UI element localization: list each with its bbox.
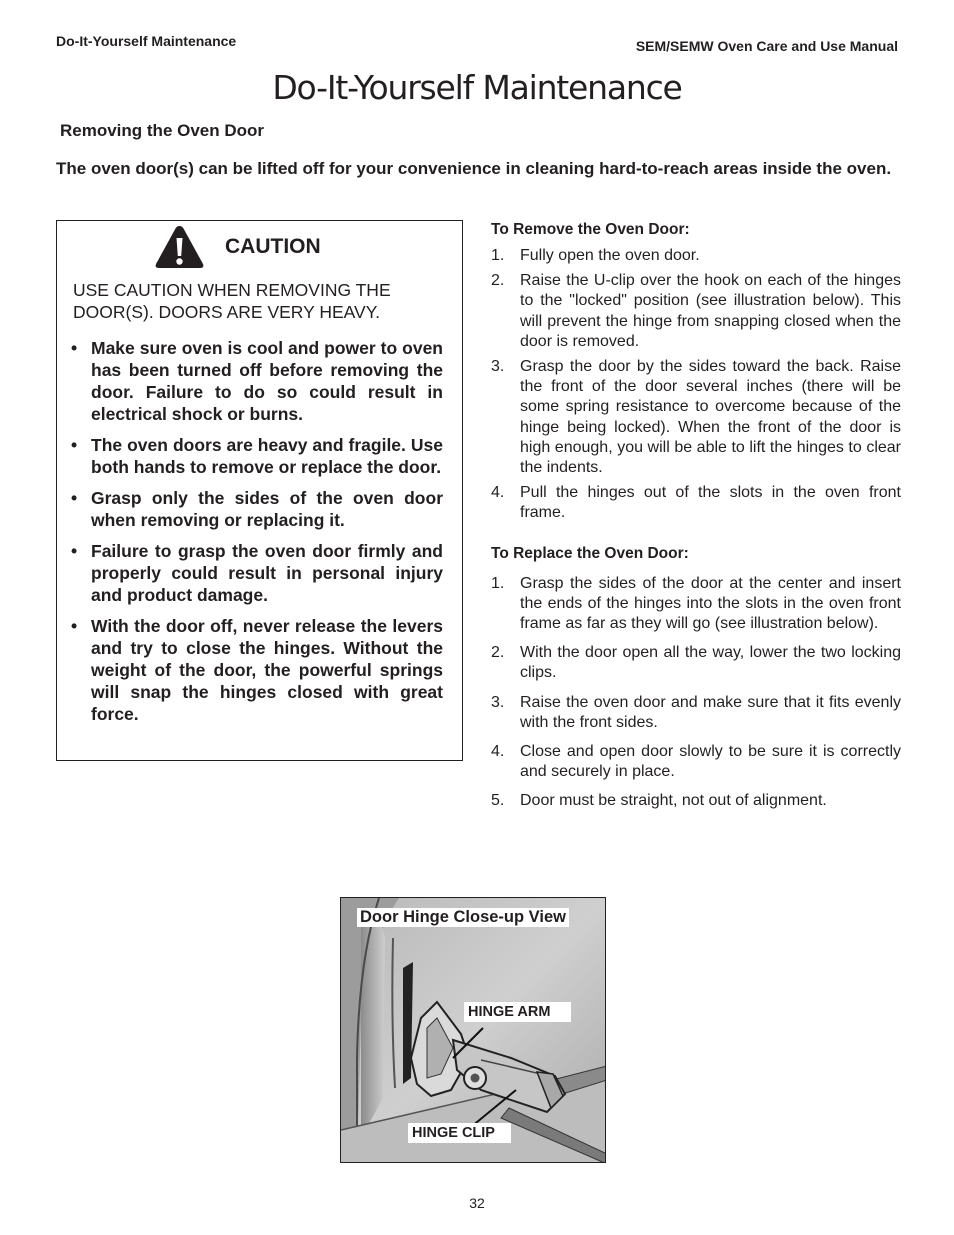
remove-steps xyxy=(491,246,901,524)
intro-paragraph: The oven door(s) can be lifted off for your convenience in cleaning hard-to-reach areas inside the oven. xyxy=(56,159,892,178)
caution-bullet: • With the door off, never release the levers and try to close the hinges. Without the weight of the door, the powerful springs will snap the hinges closed with great force. xyxy=(71,616,443,724)
caution-bullet: • Make sure oven is cool and power to oven has been turned off before removing the door. Failure to do so could result in electrical shock or burns. xyxy=(71,338,443,424)
remove-step: 3. Grasp the door by the sides toward the back. Raise the front of the door several inches (there will be some spring resistance to overcome because of the hinge being locked). When the front of the door is high enough, you will be able to lift the hinges to clear the indents. xyxy=(491,358,901,477)
remove-step: 4. Pull the hinges out of the slots in the oven front frame. xyxy=(491,484,901,522)
warning-triangle-icon xyxy=(154,224,205,270)
section-title: Removing the Oven Door xyxy=(60,121,265,140)
figure-title: Door Hinge Close-up View xyxy=(357,908,569,927)
replace-step: 2. With the door open all the way, lower the two locking clips. xyxy=(491,644,901,682)
replace-step: 3. Raise the oven door and make sure that it fits evenly with the front sides. xyxy=(491,693,901,731)
page-number: 32 xyxy=(469,1195,485,1211)
caution-bullet: • Grasp only the sides of the oven door when removing or replacing it. xyxy=(71,488,443,530)
replace-steps xyxy=(491,574,901,812)
remove-heading: To Remove the Oven Door: xyxy=(491,221,690,238)
caution-heading: CAUTION xyxy=(225,235,321,258)
hinge-clip-label: HINGE CLIP xyxy=(408,1123,511,1143)
caution-box xyxy=(56,220,463,761)
running-header-left: Do-It-Yourself Maintenance xyxy=(56,33,237,49)
caution-bullet-list xyxy=(71,337,443,734)
caution-bullet: • Failure to grasp the oven door firmly and properly could result in personal injury and product damage. xyxy=(71,541,443,605)
page-title: Do-It-Yourself Maintenance xyxy=(272,68,682,107)
remove-step: 1. Fully open the oven door. xyxy=(491,247,700,264)
caution-text: USE CAUTION WHEN REMOVING THE DOOR(S). DOORS ARE VERY HEAVY. xyxy=(73,280,391,322)
running-header-right: SEM/SEMW Oven Care and Use Manual xyxy=(635,38,898,54)
caution-bullet: • The oven doors are heavy and fragile. Use both hands to remove or replace the door. xyxy=(71,435,443,477)
replace-step: 1. Grasp the sides of the door at the center and insert the ends of the hinges into the slots in the oven front frame as far as they will go (see illustration below). xyxy=(491,574,901,633)
replace-step: 5. Door must be straight, not out of alignment. xyxy=(491,792,827,810)
replace-step: 4. Close and open door slowly to be sure it is correctly and securely in place. xyxy=(491,743,901,781)
caution-header xyxy=(154,224,321,270)
hinge-arm-label: HINGE ARM xyxy=(464,1002,571,1022)
remove-step: 2. Raise the U-clip over the hook on each of the hinges to the "locked" position (see illustration below). This will prevent the hinge from snapping closed when the door is removed. xyxy=(491,272,901,350)
hinge-illustration xyxy=(340,897,606,1163)
instructions-column xyxy=(491,220,901,821)
replace-heading: To Replace the Oven Door: xyxy=(491,544,689,562)
